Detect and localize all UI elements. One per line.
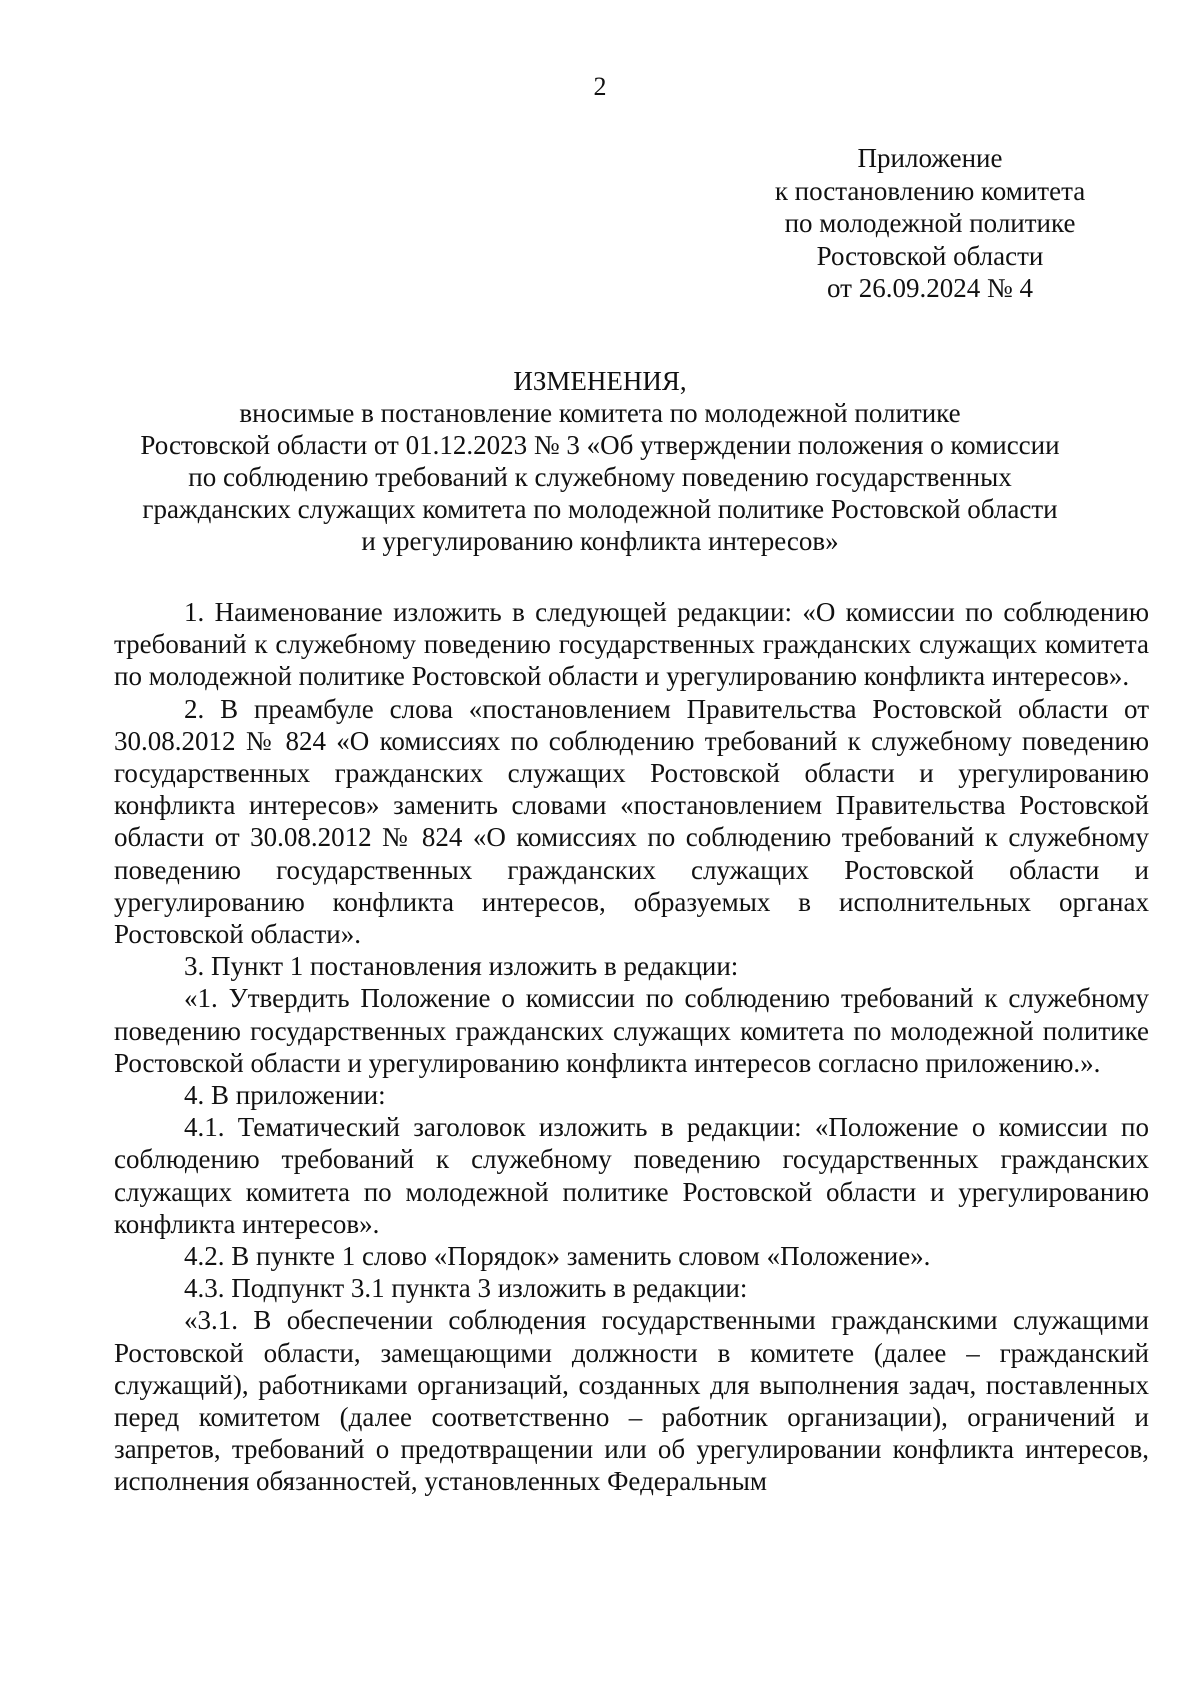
paragraph-3-quote: «1. Утвердить Положение о комиссии по соблюдению требований к служебному поведению государственных гражданских служащих комитета по молодежной политике Ростовской области и урегулированию конфликта интересов согласно приложению.». [114,983,1149,1078]
annex-line: по молодежной политике [784,208,1076,238]
title-line: вносимые в постановление комитета по молодежной политике [239,398,961,428]
paragraph-4-1: 4.1. Тематический заголовок изложить в редакции: «Положение о комиссии по соблюдению требований к служебному поведению государственных гражданских служащих комитета по молодежной политике Ростовской области и урегулированию конфликта интересов». [114,1112,1149,1239]
document-body [114,596,1149,1498]
annex-block [740,142,1120,305]
paragraph-4: 4. В приложении: [184,1080,386,1111]
paragraph-3: 3. Пункт 1 постановления изложить в редакции: [184,951,739,982]
title-line: и урегулированию конфликта интересов» [361,526,839,556]
paragraph-3-1-quote: «3.1. В обеспечении соблюдения государственными гражданскими служащими Ростовской области, замещающими должности в комитете (далее – гражданский служащий), работниками организаций, созданных для выполнения задач, поставленных перед комитетом (далее соответственно – работник организации), ограничений и запретов, требований о предотвращении или об урегулировании конфликта интересов, исполнения обязанностей, установленных Федеральным [114,1305,1149,1497]
paragraph-4-3: 4.3. Подпункт 3.1 пункта 3 изложить в редакции: [184,1273,748,1304]
paragraph-2: 2. В преамбуле слова «постановлением Правительства Ростовской области от 30.08.2012 № 824 «О комиссиях по соблюдению требований к служебному поведению государственных гражданских служащих Ростовской области и урегулированию конфликта интересов» заменить словами «постановлением Правительства Ростовской области от 30.08.2012 № 824 «О комиссиях по соблюдению требований к служебному поведению государственных гражданских служащих Ростовской области и урегулированию конфликта интересов, образуемых в исполнительных органах Ростовской области». [114,693,1149,950]
title-line: гражданских служащих комитета по молодежной политике Ростовской области [142,494,1058,524]
title-line: Ростовской области от 01.12.2023 № 3 «Об утверждении положения о комиссии [140,430,1060,460]
paragraph-1: 1. Наименование изложить в следующей редакции: «О комиссии по соблюдению требований к служебному поведению государственных гражданских служащих комитета по молодежной политике Ростовской области и урегулированию конфликта интересов». [114,597,1149,692]
page-number: 2 [593,72,607,101]
title-block [0,365,1200,557]
title-line: по соблюдению требований к служебному поведению государственных [188,462,1012,492]
annex-line: от 26.09.2024 № 4 [827,273,1033,303]
document-title: ИЗМЕНЕНИЯ, [513,366,687,396]
annex-line: Приложение [857,143,1003,173]
paragraph-4-2: 4.2. В пункте 1 слово «Порядок» заменить словом «Положение». [184,1241,931,1272]
annex-line: Ростовской области [816,240,1044,271]
annex-line: к постановлению комитета [774,175,1086,206]
